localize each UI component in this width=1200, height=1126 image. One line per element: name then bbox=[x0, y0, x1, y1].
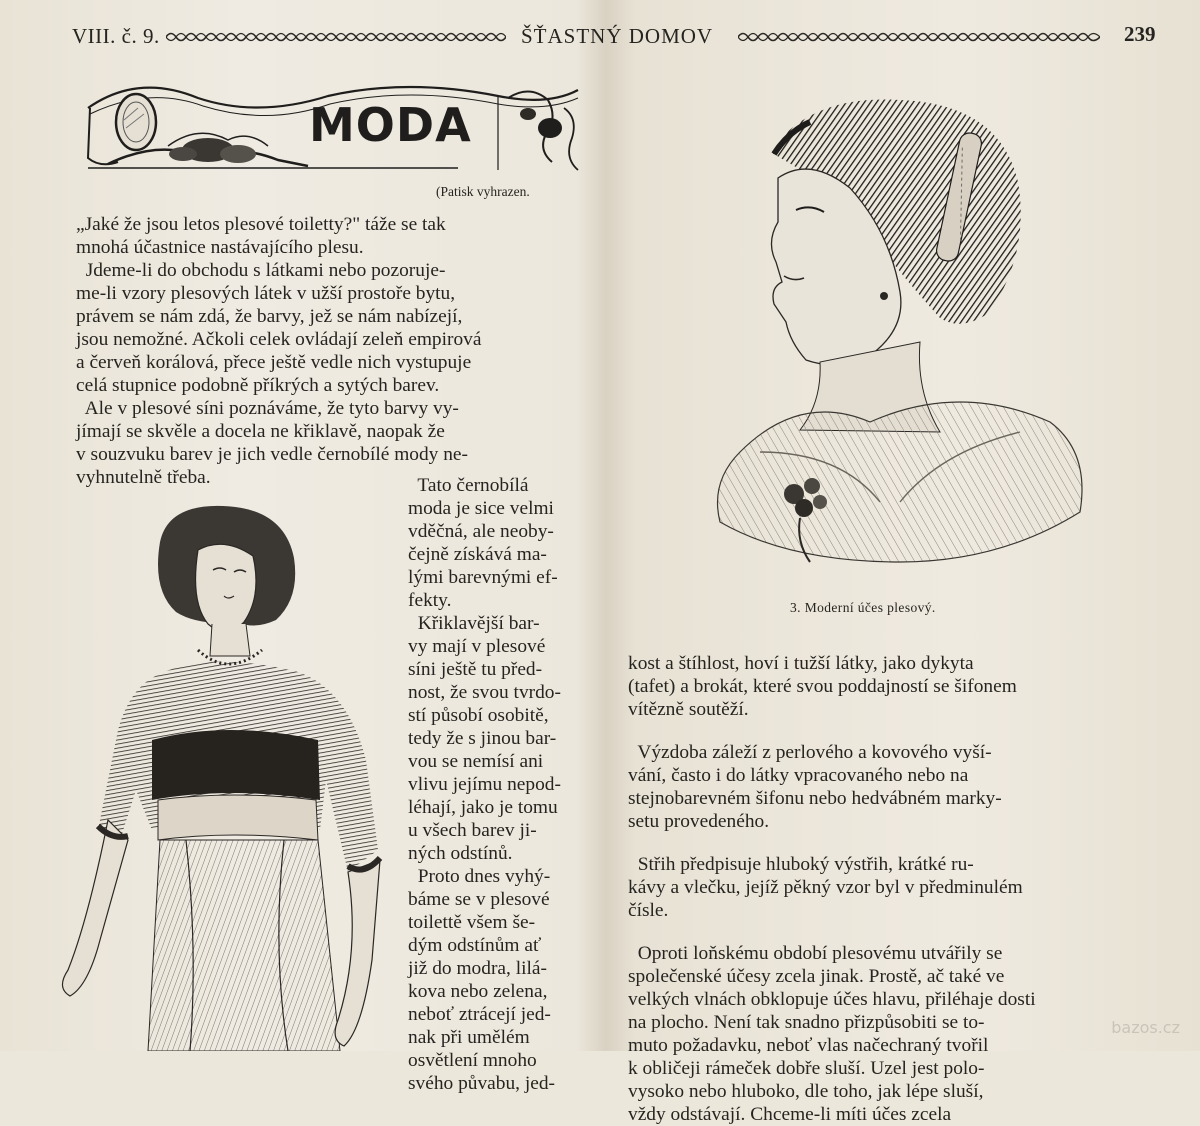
magazine-title: ŠŤASTNÝ DOMOV bbox=[521, 24, 714, 48]
text-line: fekty. bbox=[408, 590, 452, 611]
text-line: síni ještě tu před- bbox=[408, 659, 543, 680]
text-line: stí působí osobitě, bbox=[408, 705, 549, 726]
text-line: čejně získává ma- bbox=[408, 544, 547, 565]
article-column-narrow bbox=[408, 474, 608, 1095]
text-line: setu provedeného. bbox=[628, 811, 770, 832]
text-line: mnohá účastnice nastávajícího plesu. bbox=[76, 237, 364, 258]
text-line: na plocho. Není tak snadno přizpůsobiti se to- bbox=[628, 1012, 985, 1033]
article-column-right bbox=[628, 652, 1158, 1126]
watermark: bazos.cz bbox=[1111, 1018, 1180, 1037]
text-line: vání, často i do látky vpracovaného nebo na bbox=[628, 765, 969, 786]
text-line: vysoko nebo hluboko, dle toho, jak lépe sluší, bbox=[628, 1081, 984, 1102]
text-line: právem se nám zdá, že barvy, jež se nám nabízejí, bbox=[76, 306, 463, 327]
page-number: 239 bbox=[1124, 22, 1156, 46]
volume-issue: VIII. č. 9. bbox=[72, 24, 160, 48]
figure-caption: 3. Moderní účes plesový. bbox=[790, 600, 936, 615]
text-line: Jdeme-li do obchodu s látkami nebo pozoruje- bbox=[76, 260, 446, 281]
article-column-left bbox=[76, 213, 606, 489]
evening-gown-illustration bbox=[48, 500, 398, 1051]
text-line: vy mají v plesové bbox=[408, 636, 546, 657]
text-line: vou se nemísí ani bbox=[408, 751, 544, 772]
text-line: jímají se skvěle a docela ne křiklavě, naopak že bbox=[76, 421, 445, 442]
text-line: čísle. bbox=[628, 900, 669, 921]
text-line: Tato černobílá bbox=[408, 475, 529, 496]
text-line: Křiklavější bar- bbox=[408, 613, 540, 634]
text-line: Výzdoba záleží z perlového a kovového vyší- bbox=[628, 742, 992, 763]
text-line: a červeň korálová, přece ještě vedle nich vystupuje bbox=[76, 352, 472, 373]
text-line: léhají, jako je tomu bbox=[408, 797, 558, 818]
text-line: vlivu jejímu nepod- bbox=[408, 774, 561, 795]
text-line: (tafet) a brokát, které svou poddajností se šifonem bbox=[628, 676, 1017, 697]
text-line: Oproti loňskému období plesovému utvářily se bbox=[628, 943, 1003, 964]
text-line: tedy že s jinou bar- bbox=[408, 728, 557, 749]
text-line: „Jaké že jsou letos plesové toiletty?" táže se tak bbox=[76, 214, 446, 235]
text-line: Ale v plesové síni poznáváme, že tyto barvy vy- bbox=[76, 398, 459, 419]
text-line: toilettě všem še- bbox=[408, 912, 536, 933]
header-ornament-right bbox=[738, 30, 1100, 44]
text-line: Proto dnes vyhý- bbox=[408, 866, 551, 887]
copyright-note: (Patisk vyhrazen. bbox=[436, 184, 530, 199]
text-line: vždy odstávají. Chceme-li míti účes zcela bbox=[628, 1104, 952, 1125]
text-line: společenské účesy zcela jinak. Prostě, ač také ve bbox=[628, 966, 1005, 987]
text-line: již do modra, lilá- bbox=[408, 958, 547, 979]
text-line: kávy a vlečku, jejíž pěkný vzor byl v předminulém bbox=[628, 877, 1023, 898]
text-line: svého půvabu, jed- bbox=[408, 1073, 556, 1094]
page-header bbox=[0, 24, 1200, 54]
section-title: MODA bbox=[309, 98, 472, 152]
text-line: nost, že svou tvrdo- bbox=[408, 682, 561, 703]
text-line: nak při umělém bbox=[408, 1027, 530, 1048]
hairstyle-portrait-illustration bbox=[700, 92, 1100, 588]
text-line: me-li vzory plesových látek v užší prostoře bytu, bbox=[76, 283, 456, 304]
text-line: osvětlení mnoho bbox=[408, 1050, 537, 1071]
text-line: jsou nemožné. Ačkoli celek ovládají zeleň empirová bbox=[76, 329, 482, 350]
text-line: k obličeji rámeček dobře sluší. Uzel jest polo- bbox=[628, 1058, 985, 1079]
text-line: kova nebo zelena, bbox=[408, 981, 548, 1002]
text-line: stejnobarevném šifonu nebo hedvábném marky- bbox=[628, 788, 1002, 809]
text-line: u všech barev ji- bbox=[408, 820, 537, 841]
text-line: kost a štíhlost, hoví i tužší látky, jako dykyta bbox=[628, 653, 974, 674]
header-ornament-left bbox=[166, 30, 506, 44]
text-line: muto požadavku, neboť vlas načechraný tvořil bbox=[628, 1035, 989, 1056]
text-line: v souzvuku barev je jich vedle černobílé mody ne- bbox=[76, 444, 468, 465]
text-line: neboť ztrácejí jed- bbox=[408, 1004, 551, 1025]
text-line: velkých vlnách obklopuje účes hlavu, přiléhaje dosti bbox=[628, 989, 1036, 1010]
text-line: ných odstínů. bbox=[408, 843, 513, 864]
text-line: vděčná, ale neoby- bbox=[408, 521, 554, 542]
text-line: Střih předpisuje hluboký výstřih, krátké ru- bbox=[628, 854, 974, 875]
text-line: báme se v plesové bbox=[408, 889, 550, 910]
text-line: lými barevnými ef- bbox=[408, 567, 558, 588]
text-line: dým odstínům ať bbox=[408, 935, 542, 956]
text-line: vítězně soutěží. bbox=[628, 699, 749, 720]
text-line: moda je sice velmi bbox=[408, 498, 554, 519]
text-line: vyhnutelně třeba. bbox=[76, 467, 211, 488]
text-line: celá stupnice podobně příkrých a sytých barev. bbox=[76, 375, 440, 396]
